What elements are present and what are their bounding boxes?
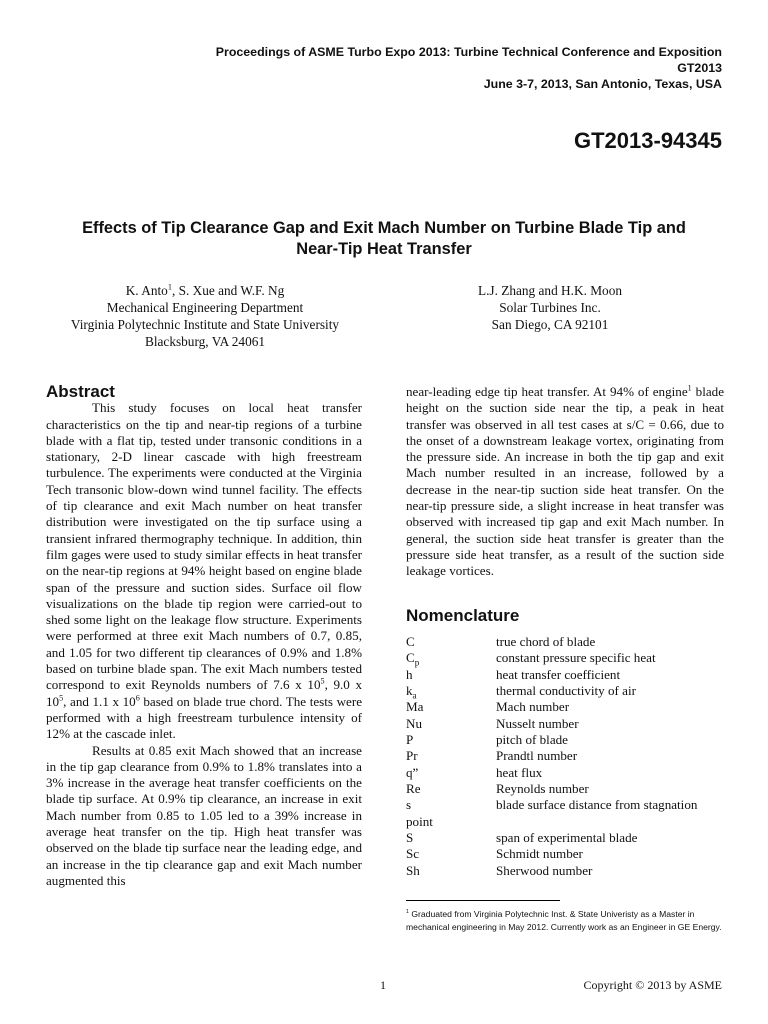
nomenclature-symbol: Sc xyxy=(406,846,420,862)
nomenclature-list xyxy=(406,634,724,879)
nomenclature-symbol: C xyxy=(406,634,415,649)
nomenclature-definition: blade surface distance from stagnation xyxy=(496,797,698,813)
author-block-left xyxy=(40,282,370,350)
author-department: Mechanical Engineering Department xyxy=(106,300,304,315)
nomenclature-definition: Nusselt number xyxy=(496,715,579,731)
nomenclature-symbol: q” xyxy=(406,764,419,780)
paper-id: GT2013-94345 xyxy=(574,128,722,153)
nomenclature-symbol: s xyxy=(406,797,412,813)
nomenclature-heading: Nomenclature xyxy=(406,606,520,625)
author-institution: Virginia Polytechnic Institute and State University xyxy=(70,317,340,332)
nomenclature-symbol: Re xyxy=(406,781,421,797)
nomenclature-definition: constant pressure specific heat xyxy=(496,650,656,666)
nomenclature-definition: heat flux xyxy=(496,764,543,780)
nomenclature-definition: true chord of blade xyxy=(496,634,596,649)
author-names: L.J. Zhang and H.K. Moon xyxy=(477,283,623,298)
nomenclature-row xyxy=(406,748,724,764)
abstract-left-column xyxy=(46,384,362,889)
author-names-rest: , S. Xue and W.F. Ng xyxy=(171,283,285,298)
nomenclature-row xyxy=(406,830,724,846)
author-organization: Solar Turbines Inc. xyxy=(499,300,601,315)
nomenclature-row xyxy=(406,667,724,683)
footnote-marker: 1 xyxy=(406,909,409,916)
nomenclature-heading-wrap xyxy=(406,608,724,624)
nomenclature-row xyxy=(406,765,724,781)
author-city: San Diego, CA 92101 xyxy=(491,317,609,332)
page-number: 1 xyxy=(380,978,386,992)
nomenclature-symbol: $C_p$ xyxy=(406,650,420,668)
nomenclature-definition: thermal conductivity of air xyxy=(496,683,636,699)
author-footnote-marker: 1 xyxy=(167,282,172,292)
abstract-paragraph-2: Results at 0.85 exit Mach showed that an increase in the tip gap clearance from 0.9% to 1.8% translates into a 3% increase in the average heat transfer coefficients on the blade tip surface. At 0.9% tip clearance, an increase in exit Mach number from 0.85 to 1.05 led to a 39% increase in average heat transfer on the tip. High heat transfer was observed on the blade tip surface near the leading edge, and an increase in the tip clearance gap and exit Mach number augmented this xyxy=(46,742,362,888)
nomenclature-symbol: Ma xyxy=(406,699,424,715)
conference-code: GT2013 xyxy=(677,61,722,75)
nomenclature-definition: pitch of blade xyxy=(496,732,568,748)
nomenclature-symbol: P xyxy=(406,732,414,748)
nomenclature-row xyxy=(406,683,724,699)
nomenclature-definition: heat transfer coefficient xyxy=(496,666,621,682)
nomenclature-definition xyxy=(496,814,724,830)
nomenclature-row xyxy=(406,716,724,732)
nomenclature-row xyxy=(406,634,724,650)
copyright: Copyright © 2013 by ASME xyxy=(583,978,722,992)
nomenclature-symbol: Nu xyxy=(406,715,423,731)
nomenclature-definition: Sherwood number xyxy=(496,862,593,878)
nomenclature-symbol: point xyxy=(406,813,433,829)
proceedings-line: Proceedings of ASME Turbo Expo 2013: Turbine Technical Conference and Exposition xyxy=(215,45,722,59)
nomenclature-row xyxy=(406,814,724,830)
footnote xyxy=(406,908,724,934)
nomenclature-row xyxy=(406,797,724,813)
conference-date-location: June 3-7, 2013, San Antonio, Texas, USA xyxy=(483,77,722,91)
nomenclature-row xyxy=(406,846,724,862)
author-names xyxy=(40,282,370,299)
abstract-heading: Abstract xyxy=(46,382,115,401)
nomenclature-definition: Prandtl number xyxy=(496,748,578,764)
author-city: Blacksburg, VA 24061 xyxy=(144,334,266,349)
footnote-text: Graduated from Virginia Polytechnic Inst. & State Univeristy as a Master in mechanical engineering in May 2012. Currently work as an Engineer in GE Energy. xyxy=(406,909,722,932)
nomenclature-row xyxy=(406,650,724,666)
nomenclature-row xyxy=(406,863,724,879)
footnote-divider xyxy=(406,900,560,901)
nomenclature-row xyxy=(406,781,724,797)
nomenclature-definition: Reynolds number xyxy=(496,781,589,797)
nomenclature-definition: Mach number xyxy=(496,699,570,715)
abstract-paragraph-3: near-leading edge tip heat transfer. At 94% of engine$^1$ blade height on the suction side near the tip, a peak in heat transfer was observed in all test cases at s/C = 0.66, due to the onset of a downstream leakage vortex, originating from the pressure side. An increase in both the tip gap and exit Mach number resulted in an increase, followed by a decrease in the near-tip suction side heat transfer. On the near-tip pressure side, a slight increase in heat transfer was observed with increased tip gap and exit Mach number. In general, the suction side heat transfer is greater than the pressure side heat transfer, as a result of the suction side leakage vortices. xyxy=(406,383,724,579)
paper-title xyxy=(40,218,728,260)
proceedings-header xyxy=(122,44,722,92)
title-line-2: Near-Tip Heat Transfer xyxy=(296,240,472,258)
nomenclature-row xyxy=(406,732,724,748)
nomenclature-symbol: Sh xyxy=(406,862,420,878)
nomenclature-symbol: $k_a$ xyxy=(406,683,417,701)
nomenclature-symbol: h xyxy=(406,666,413,682)
nomenclature-symbol: S xyxy=(406,830,414,846)
nomenclature-definition: span of experimental blade xyxy=(496,830,638,846)
abstract-paragraph-1: This study focuses on local heat transfer characteristics on the tip and near-tip regions of a turbine blade with a flat tip, tested under transonic conditions in a stationary, 2-D linear cascade with high freestream turbulence. The experiments were conducted at the Virginia Tech transonic blow-down wind tunnel facility. The effects of tip clearance and exit Mach number on heat transfer distribution were investigated on the tip surface using a transient infrared thermography technique. In addition, thin film gages were used to study similar effects in heat transfer on the near-tip regions at 94% height based on engine blade span of the pressure and suction sides. Surface oil flow visualizations on the blade tip region were carried-out to shed some light on the leakage flow structure. Experiments were performed at three exit Mach numbers of 0.7, 0.85, and 1.05 for two different tip clearances of 0.9% and 1.8% based on turbine blade span. The exit Mach numbers tested correspond to exit Reynolds numbers of 7.6 x $10^5$, 9.0 x $10^5$, and 1.1 x $10^6$ based on blade true chord. The tests were performed with a high freestream turbulence intensity of 12% at the cascade inlet. xyxy=(46,400,363,742)
nomenclature-symbol: Pr xyxy=(406,748,418,764)
nomenclature-row xyxy=(406,699,724,715)
nomenclature-definition: Schmidt number xyxy=(496,846,583,862)
author-name-first: K. Anto xyxy=(125,283,168,298)
title-line-1: Effects of Tip Clearance Gap and Exit Mach Number on Turbine Blade Tip and xyxy=(82,219,686,237)
author-block-right xyxy=(430,282,670,333)
abstract-right-column xyxy=(406,384,724,580)
